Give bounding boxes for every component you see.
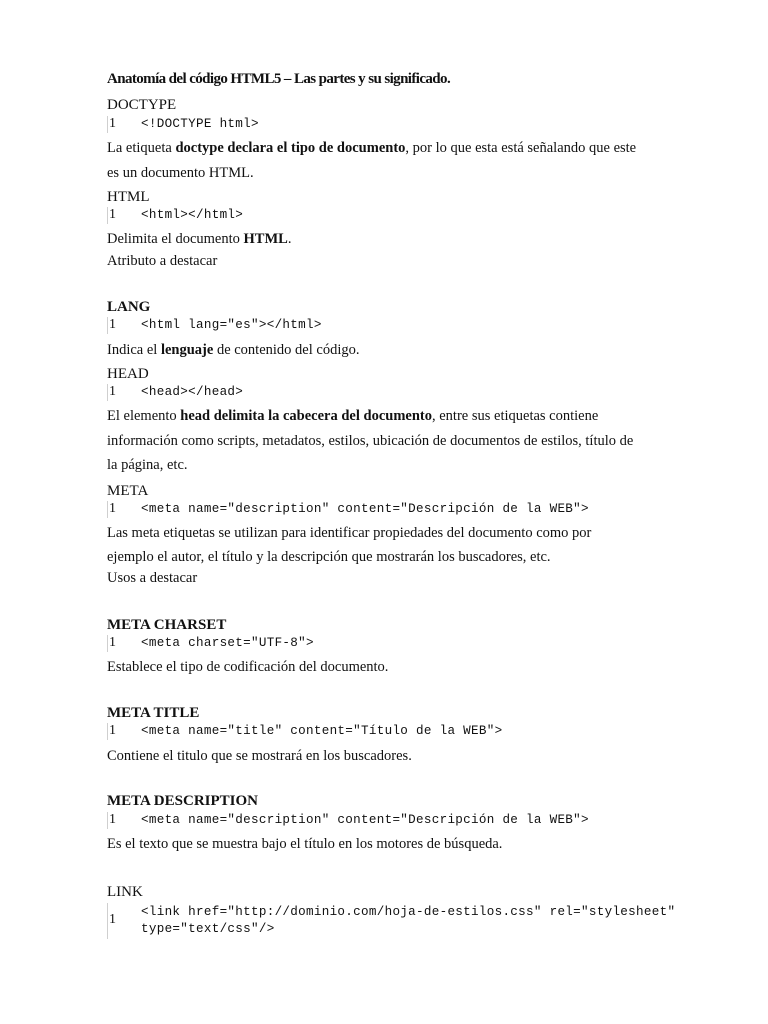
code-gutter-line — [107, 635, 108, 652]
html-heading: HTML — [107, 189, 150, 205]
text: Atributo a destacar — [107, 253, 218, 269]
code-text: <meta name="description" content="Descripción de la WEB"> — [141, 813, 589, 827]
code-text: <meta charset="UTF-8"> — [141, 636, 314, 650]
html-description — [107, 228, 667, 272]
text: Usos a destacar — [107, 569, 198, 586]
text: El elemento — [107, 408, 181, 424]
code-gutter-line — [107, 501, 108, 518]
text: . — [287, 231, 292, 247]
bold-text: doctype declara el tipo de documento — [175, 140, 406, 156]
line-number: 1 — [109, 384, 116, 399]
text: Establece el tipo de codificación del documento. — [107, 659, 389, 675]
text: , por lo que esta está señalando que este — [405, 140, 637, 156]
head-heading: HEAD — [107, 366, 149, 382]
line-number: 1 — [109, 812, 116, 827]
code-text: <html></html> — [141, 208, 244, 222]
lang-heading: LANG — [107, 299, 151, 315]
text: la página, etc. — [107, 457, 188, 473]
code-gutter-line — [107, 723, 108, 740]
text: información como scripts, metadatos, estilos, ubicación de documentos de estilos, título de — [107, 432, 634, 449]
meta-description-text — [107, 521, 667, 588]
lang-description — [107, 338, 667, 363]
line-number: 1 — [109, 317, 116, 332]
code-text: <head></head> — [141, 385, 244, 399]
code-text-line-1: <link href="http://dominio.com/hoja-de-estilos.css" rel="stylesheet" — [141, 905, 676, 919]
line-number: 1 — [109, 207, 116, 222]
link-heading: LINK — [107, 884, 143, 900]
line-number: 1 — [109, 635, 116, 650]
text: , entre sus etiquetas contiene — [432, 408, 599, 424]
meta-title-description — [107, 744, 667, 769]
code-gutter-line — [107, 903, 108, 939]
code-text-line-2: type="text/css"/> — [141, 922, 275, 936]
meta-charset-description — [107, 655, 667, 680]
text: Delimita el documento — [107, 231, 244, 247]
text: de contenido del código. — [213, 342, 360, 358]
line-number: 1 — [109, 723, 116, 738]
bold-text: HTML — [243, 231, 288, 247]
code-gutter-line — [107, 384, 108, 401]
code-gutter-line — [107, 812, 108, 829]
code-text: <html lang="es"></html> — [141, 318, 322, 332]
meta-description-explanation — [107, 832, 667, 857]
code-text: <meta name="description" content="Descripción de la WEB"> — [141, 502, 589, 516]
text: es un documento HTML. — [107, 164, 254, 181]
code-gutter-line — [107, 207, 108, 224]
text: Contiene el titulo que se mostrará en los buscadores. — [107, 748, 412, 764]
document-title: Anatomía del código HTML5 – Las partes y su significado. — [107, 71, 451, 87]
code-gutter-line — [107, 116, 108, 133]
line-number: 1 — [109, 501, 116, 516]
doctype-description — [107, 136, 667, 185]
code-gutter-line — [107, 317, 108, 334]
bold-text: lenguaje — [160, 342, 214, 358]
bold-text: head delimita la cabecera del documento — [180, 408, 432, 424]
code-text: <meta name="title" content="Título de la WEB"> — [141, 724, 503, 738]
code-text: <!DOCTYPE html> — [141, 117, 259, 131]
meta-title-heading: META TITLE — [107, 705, 200, 721]
text: Las meta etiquetas se utilizan para identificar propiedades del documento como por — [107, 525, 592, 541]
doctype-heading: DOCTYPE — [107, 97, 177, 113]
line-number: 1 — [109, 912, 116, 927]
text: La etiqueta — [107, 140, 176, 156]
meta-description-heading: META DESCRIPTION — [107, 793, 258, 809]
text: Es el texto que se muestra bajo el título en los motores de búsqueda. — [107, 836, 503, 852]
head-description — [107, 404, 667, 478]
text: Indica el — [107, 342, 161, 358]
meta-heading: META — [107, 483, 149, 499]
meta-charset-heading: META CHARSET — [107, 617, 227, 633]
line-number: 1 — [109, 116, 116, 131]
text: ejemplo el autor, el título y la descripción que mostrarán los buscadores, etc. — [107, 548, 551, 565]
